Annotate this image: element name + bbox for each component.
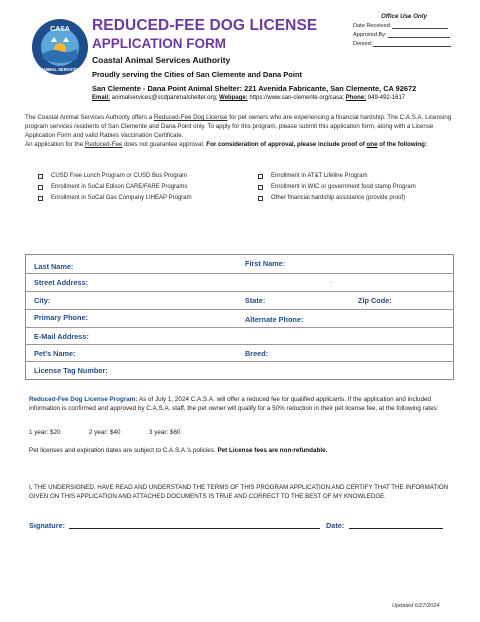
agency-name: Coastal Animal Services Authority bbox=[92, 55, 231, 65]
row-divider bbox=[25, 309, 454, 310]
intro-text bbox=[25, 113, 455, 149]
checkbox[interactable] bbox=[38, 185, 43, 190]
checklist-item[interactable]: Enrollment in AT&T Lifeline Program bbox=[258, 173, 368, 179]
certification-text: I, THE UNDERSIGNED, HAVE READ AND UNDERSTAND THE TERMS OF THIS PROGRAM APPLICATION AND CERTIFY THAT THE INFORMATION GIVEN ON THIS APPLICATION AND ATTACHED DOCUMENTS IS TRUE AND CORRECT TO THE BEST OF MY KNOWLEDGE. bbox=[29, 484, 449, 500]
shelter-street: 221 Avenida Fabricante, San Clemente, CA 92672 bbox=[242, 84, 417, 93]
casa-logo bbox=[31, 18, 89, 76]
denied-line[interactable] bbox=[373, 41, 451, 47]
program-description bbox=[29, 396, 454, 413]
first-name-field[interactable]: First Name: bbox=[245, 259, 286, 268]
checklist-item[interactable]: Enrollment in SoCal Edison CARE/FARE Programs bbox=[38, 184, 187, 190]
checkbox[interactable] bbox=[38, 174, 43, 179]
date-received-line[interactable] bbox=[392, 23, 448, 29]
checkbox[interactable] bbox=[258, 185, 263, 190]
row-divider bbox=[25, 327, 454, 328]
last-name-field[interactable]: Last Name: bbox=[34, 262, 74, 271]
phone-label: Phone: bbox=[345, 95, 367, 101]
rate-3-year: 3 year: $60 bbox=[149, 429, 181, 436]
license-tag-number-field[interactable]: License Tag Number: bbox=[34, 366, 108, 375]
approved-by-label: Approved By: bbox=[353, 32, 387, 38]
pet-name-field[interactable]: Pet's Name: bbox=[34, 349, 76, 358]
rate-2-year: 2 year: $40 bbox=[89, 429, 121, 436]
row-divider bbox=[25, 291, 454, 292]
program-label: Reduced-Fee Dog License Program: bbox=[29, 396, 138, 403]
checkbox[interactable] bbox=[38, 196, 43, 201]
row-divider bbox=[25, 361, 454, 362]
office-use-title: Office Use Only bbox=[381, 13, 427, 20]
state-field[interactable]: State: bbox=[245, 296, 266, 305]
webpage-value[interactable]: https://www.san-clemente.org/casa; bbox=[247, 95, 346, 101]
phone-value: 949-492-1617 bbox=[366, 95, 406, 101]
email-value[interactable]: animalservices@scdpanimalshelter.org; bbox=[110, 95, 220, 101]
street-address-field[interactable]: Street Address: bbox=[34, 278, 89, 287]
breed-field[interactable]: Breed: bbox=[245, 349, 269, 358]
logo-text-top: CASA bbox=[50, 26, 70, 33]
contact-line bbox=[92, 95, 405, 101]
row-divider bbox=[25, 344, 454, 345]
intro-paragraph-1: The Coastal Animal Services Authority offers a Reduced-Fee Dog License for pet owners who are experiencing a financial hardship. The C.A.S.A. Licensing program services residents of San Clemente and Dana Point only. To apply for this program, please submit this application form, along with a License Application Form and valid Rabies Vaccination Certificate. bbox=[25, 114, 452, 139]
email-label: Email: bbox=[92, 95, 111, 101]
checkbox[interactable] bbox=[258, 196, 263, 201]
denied-label: Denied: bbox=[353, 41, 373, 47]
reduced-fee-link-text: Reduced-Fee Dog License bbox=[153, 114, 228, 121]
date-received-row bbox=[353, 23, 448, 29]
approved-by-line[interactable] bbox=[388, 32, 450, 38]
email-address-field[interactable]: E-Mail Address: bbox=[34, 332, 89, 341]
form-title-line2: APPLICATION FORM bbox=[92, 36, 226, 51]
signature-line[interactable] bbox=[69, 528, 320, 529]
shelter-name: San Clemente - Dana Point Animal Shelter: bbox=[92, 84, 243, 93]
signature-label: Signature: bbox=[29, 521, 66, 530]
approved-by-row bbox=[353, 32, 450, 38]
non-refundable-note: Pet License fees are non-refundable. bbox=[217, 447, 328, 454]
date-label: Date: bbox=[326, 521, 345, 530]
date-line[interactable] bbox=[349, 528, 443, 529]
logo-text-bottom: ANIMAL SERVICES bbox=[40, 67, 80, 72]
updated-date: Updated 6/27/2024 bbox=[392, 603, 440, 609]
checklist-item[interactable]: Enrollment in WIC or government food stamp Program bbox=[258, 184, 416, 190]
row-divider bbox=[25, 273, 454, 274]
checklist-item[interactable]: Enrollment in SoCal Gas Company LIHEAP Program bbox=[38, 195, 192, 201]
checklist-item[interactable]: Other financial hardship assistance (provide proof) bbox=[258, 195, 405, 201]
rate-1-year: 1 year: $20 bbox=[29, 429, 61, 436]
program-text: As of July 1, 2024 C.A.S.A. will offer a reduced fee for qualified applicants. If the application and included information is confirmed and approved by C.A.S.A. staff, the pet owner will qualify for a 50% reduction in their pet license fee, at the following rates: bbox=[29, 396, 439, 412]
date-received-label: Date Received: bbox=[353, 23, 392, 29]
denied-row bbox=[353, 41, 451, 47]
checkbox[interactable] bbox=[258, 174, 263, 179]
primary-phone-field[interactable]: Primary Phone: bbox=[34, 313, 88, 322]
city-field[interactable]: City: bbox=[34, 296, 51, 305]
intro-paragraph-2: An application for the Reduced-Fee does not guarantee approval. For consideration of approval, please include proof of one of the following: bbox=[25, 141, 428, 148]
service-area: Proudly serving the Cities of San Clemente and Dana Point bbox=[92, 70, 303, 79]
policy-note: Pet licenses and expiration dates are subject to C.A.S.A.'s policies. Pet License fees are non-refundable. bbox=[29, 447, 328, 454]
alternate-phone-field[interactable]: Alternate Phone: bbox=[245, 315, 304, 324]
stray-mark: . bbox=[330, 279, 332, 285]
webpage-label: Webpage: bbox=[219, 95, 248, 101]
checklist-item[interactable]: CUSD Free Lunch Program or CUSD Bus Program bbox=[38, 173, 187, 179]
shelter-address bbox=[92, 84, 416, 93]
form-title-line1: REDUCED-FEE DOG LICENSE bbox=[92, 17, 318, 34]
zip-code-field[interactable]: Zip Code: bbox=[358, 296, 392, 305]
